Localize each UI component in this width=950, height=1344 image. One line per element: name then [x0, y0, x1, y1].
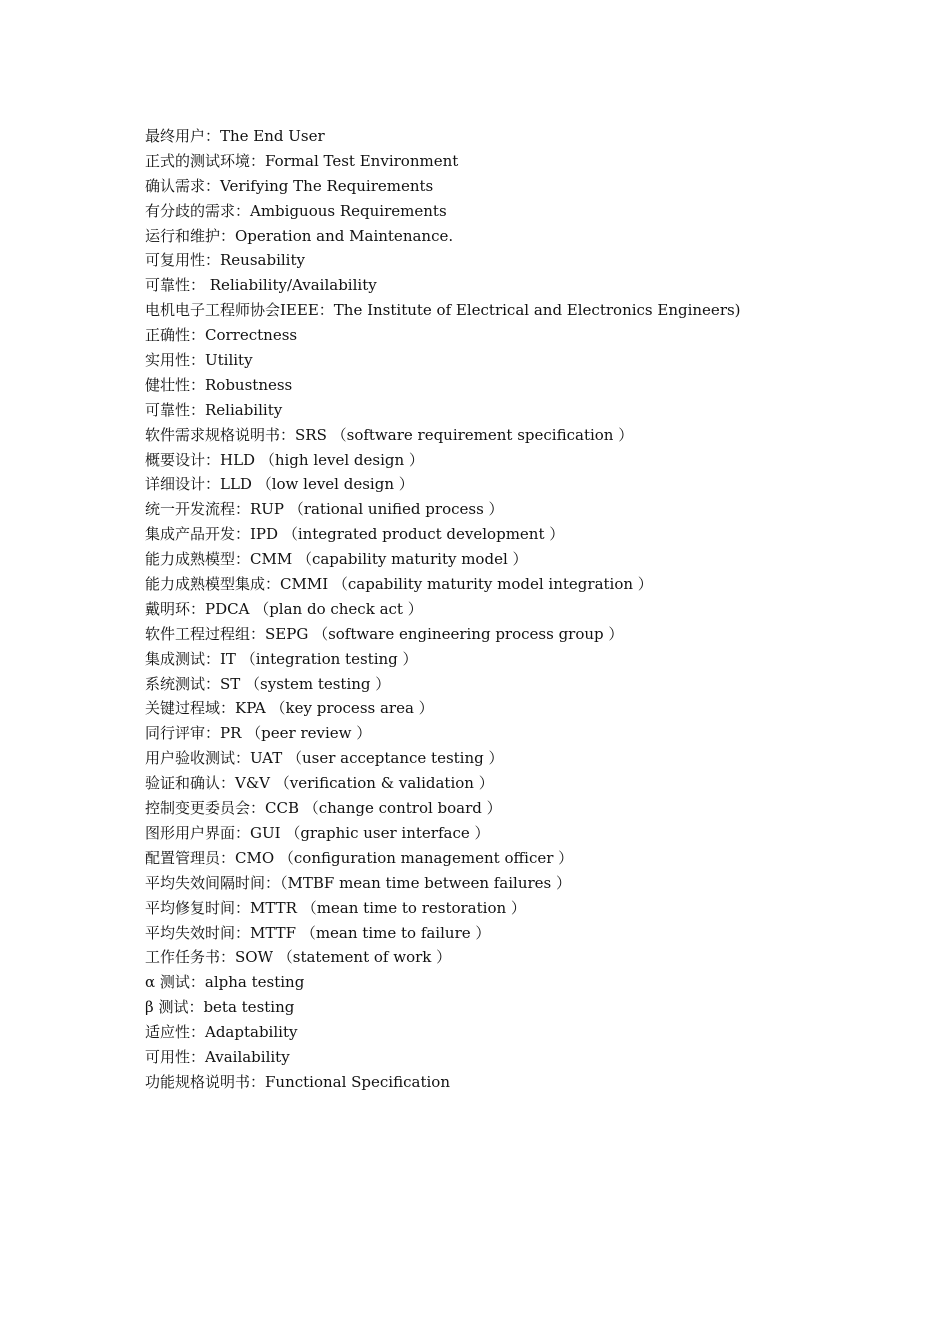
glossary-entry: 实用性：Utility [145, 351, 253, 370]
glossary-entry: 图形用户界面：GUI （graphic user interface ） [145, 823, 490, 842]
glossary-entry: 戴明环：PDCA （plan do check act ） [145, 599, 423, 618]
glossary-entry: 工作任务书：SOW （statement of work ） [145, 948, 452, 967]
glossary-list [145, 124, 925, 1095]
glossary-entry: 详细设计：LLD （low level design ） [145, 475, 414, 494]
glossary-entry: 最终用户：The End User [145, 127, 325, 145]
glossary-entry: 平均失效时间：MTTF （mean time to failure ） [145, 923, 491, 942]
glossary-entry: 验证和确认：V&V （verification & validation ） [145, 774, 494, 793]
glossary-entry: 集成测试：IT （integration testing ） [145, 649, 418, 668]
glossary-entry: 确认需求：Verifying The Requirements [145, 176, 434, 195]
glossary-entry: 健壮性：Robustness [145, 375, 293, 394]
glossary-entry: 控制变更委员会：CCB （change control board ） [145, 799, 502, 818]
glossary-entry: 平均失效间隔时间：（MTBF mean time between failures ） [145, 873, 572, 892]
glossary-entry: 能力成熟模型集成：CMMI （capability maturity model integration ） [145, 575, 653, 594]
glossary-entry: α 测试：alpha testing [145, 973, 305, 992]
glossary-entry: 用户验收测试：UAT （user acceptance testing ） [145, 749, 504, 768]
glossary-entry: 可用性：Availability [145, 1047, 290, 1066]
glossary-entry: 可靠性： Reliability/Availability [145, 276, 377, 295]
glossary-entry: 功能规格说明书：Functional Specification [145, 1072, 450, 1091]
glossary-entry: 电机电子工程师协会IEEE：The Institute of Electrical and Electronics Engineers) [145, 301, 741, 320]
glossary-entry: 集成产品开发：IPD （integrated product development ） [145, 525, 565, 544]
glossary-entry: 配置管理员：CMO （configuration management officer ） [145, 848, 574, 867]
glossary-entry: 可靠性：Reliability [145, 400, 283, 419]
glossary-entry: β 测试：beta testing [145, 998, 295, 1017]
glossary-entry: 软件需求规格说明书：SRS （software requirement specification ） [145, 425, 634, 444]
glossary-entry: 系统测试：ST （system testing ） [145, 674, 391, 693]
glossary-entry: 能力成熟模型：CMM （capability maturity model ） [145, 550, 528, 569]
glossary-entry: 有分歧的需求：Ambiguous Requirements [145, 201, 447, 220]
glossary-entry: 适应性：Adaptability [145, 1023, 298, 1042]
glossary-entry: 正式的测试环境：Formal Test Environment [145, 151, 459, 170]
glossary-entry: 软件工程过程组：SEPG （software engineering process group ） [145, 624, 624, 643]
glossary-entry: 概要设计：HLD （high level design ） [145, 450, 424, 469]
glossary-entry: 可复用性：Reusability [145, 251, 305, 270]
glossary-entry: 正确性：Correctness [145, 326, 298, 345]
glossary-entry: 平均修复时间：MTTR （mean time to restoration ） [145, 898, 526, 917]
glossary-entry: 统一开发流程：RUP （rational unified process ） [145, 500, 504, 519]
glossary-entry: 同行评审：PR （peer review ） [145, 724, 372, 743]
glossary-entry: 关键过程域：KPA （key process area ） [145, 699, 434, 718]
glossary-entry: 运行和维护：Operation and Maintenance. [145, 226, 454, 245]
